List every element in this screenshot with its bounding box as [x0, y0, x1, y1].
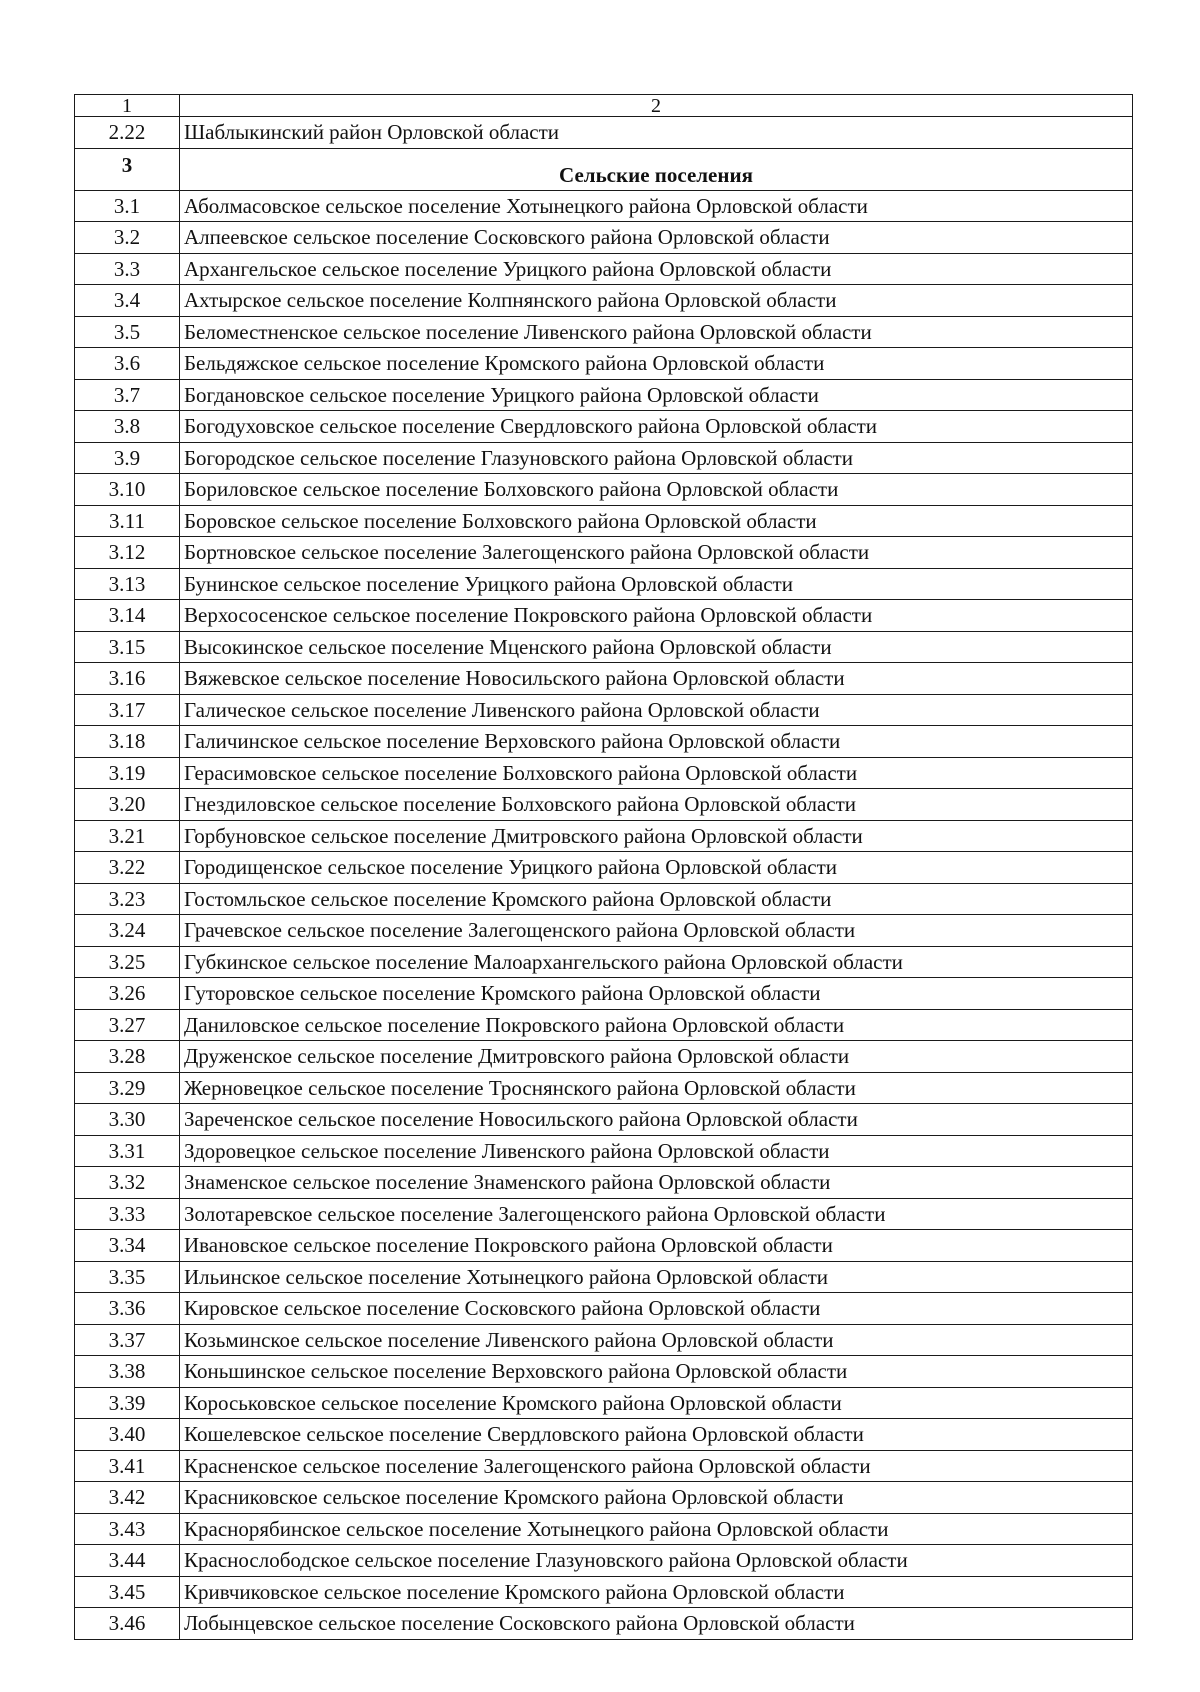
row-name: Бориловское сельское поселение Болховского района Орловской области [180, 474, 1133, 506]
row-number: 3.23 [75, 883, 180, 915]
row-name: Ахтырское сельское поселение Колпнянского района Орловской области [180, 285, 1133, 317]
table-row [75, 442, 1133, 474]
row-number: 2.22 [75, 117, 180, 149]
table-row [75, 1230, 1133, 1262]
table-row [75, 117, 1133, 149]
table-row [75, 663, 1133, 695]
row-name: Здоровецкое сельское поселение Ливенского района Орловской области [180, 1135, 1133, 1167]
row-name: Герасимовское сельское поселение Болховского района Орловской области [180, 757, 1133, 789]
table-row [75, 411, 1133, 443]
row-number: 3.31 [75, 1135, 180, 1167]
row-name: Бортновское сельское поселение Залегощенского района Орловской области [180, 537, 1133, 569]
row-name: Шаблыкинский район Орловской области [180, 117, 1133, 149]
row-number: 3.25 [75, 946, 180, 978]
row-name: Верхососенское сельское поселение Покровского района Орловской области [180, 600, 1133, 632]
row-name: Красниковское сельское поселение Кромского района Орловской области [180, 1482, 1133, 1514]
row-name: Губкинское сельское поселение Малоархангельского района Орловской области [180, 946, 1133, 978]
row-name: Гостомльское сельское поселение Кромского района Орловской области [180, 883, 1133, 915]
row-number: 3.44 [75, 1545, 180, 1577]
row-name: Ивановское сельское поселение Покровского района Орловской области [180, 1230, 1133, 1262]
table-row [75, 1009, 1133, 1041]
row-name: Вяжевское сельское поселение Новосильского района Орловской области [180, 663, 1133, 695]
row-name: Богодуховское сельское поселение Свердловского района Орловской области [180, 411, 1133, 443]
row-number: 3.33 [75, 1198, 180, 1230]
row-name: Высокинское сельское поселение Мценского района Орловской области [180, 631, 1133, 663]
table-row [75, 1482, 1133, 1514]
table-row [75, 1072, 1133, 1104]
row-number: 3.38 [75, 1356, 180, 1388]
table-row [75, 568, 1133, 600]
table-row [75, 820, 1133, 852]
table-row [75, 1387, 1133, 1419]
row-name: Бунинское сельское поселение Урицкого района Орловской области [180, 568, 1133, 600]
table-row [75, 852, 1133, 884]
row-number: 3.42 [75, 1482, 180, 1514]
table-row [75, 1513, 1133, 1545]
table-row [75, 1293, 1133, 1325]
row-name: Аболмасовское сельское поселение Хотынецкого района Орловской области [180, 190, 1133, 222]
row-name: Бельдяжское сельское поселение Кромского района Орловской области [180, 348, 1133, 380]
column-number-row [75, 95, 1133, 117]
row-name: Кировское сельское поселение Сосковского района Орловской области [180, 1293, 1133, 1325]
row-number: 3.16 [75, 663, 180, 695]
row-name: Кривчиковское сельское поселение Кромского района Орловской области [180, 1576, 1133, 1608]
table-row [75, 883, 1133, 915]
table-row [75, 348, 1133, 380]
section-number: 3 [75, 148, 180, 190]
row-number: 3.41 [75, 1450, 180, 1482]
row-name: Беломестненское сельское поселение Ливенского района Орловской области [180, 316, 1133, 348]
table-row [75, 1104, 1133, 1136]
table-row [75, 631, 1133, 663]
column-number-2: 2 [180, 95, 1133, 117]
row-number: 3.1 [75, 190, 180, 222]
row-name: Знаменское сельское поселение Знаменского района Орловской области [180, 1167, 1133, 1199]
row-name: Коньшинское сельское поселение Верховского района Орловской области [180, 1356, 1133, 1388]
row-number: 3.10 [75, 474, 180, 506]
row-name: Зареченское сельское поселение Новосильского района Орловской области [180, 1104, 1133, 1136]
row-number: 3.32 [75, 1167, 180, 1199]
row-name: Галическое сельское поселение Ливенского района Орловской области [180, 694, 1133, 726]
row-number: 3.35 [75, 1261, 180, 1293]
table-row [75, 946, 1133, 978]
row-name: Краснослободское сельское поселение Глазуновского района Орловской области [180, 1545, 1133, 1577]
row-name: Горбуновское сельское поселение Дмитровского района Орловской области [180, 820, 1133, 852]
row-name: Галичинское сельское поселение Верховского района Орловской области [180, 726, 1133, 758]
row-name: Красненское сельское поселение Залегощенского района Орловской области [180, 1450, 1133, 1482]
table-row [75, 694, 1133, 726]
row-number: 3.40 [75, 1419, 180, 1451]
row-name: Козьминское сельское поселение Ливенского района Орловской области [180, 1324, 1133, 1356]
table-row [75, 316, 1133, 348]
table-row [75, 915, 1133, 947]
table-row [75, 1450, 1133, 1482]
row-number: 3.15 [75, 631, 180, 663]
table-row [75, 726, 1133, 758]
row-number: 3.6 [75, 348, 180, 380]
row-number: 3.13 [75, 568, 180, 600]
row-number: 3.19 [75, 757, 180, 789]
row-name: Жерновецкое сельское поселение Троснянского района Орловской области [180, 1072, 1133, 1104]
table-row [75, 1419, 1133, 1451]
table-body [75, 95, 1133, 1640]
table-row [75, 757, 1133, 789]
document-page [74, 94, 1132, 1640]
table-row [75, 1545, 1133, 1577]
row-number: 3.46 [75, 1608, 180, 1640]
table-row [75, 1576, 1133, 1608]
section-title: Сельские поселения [180, 148, 1133, 190]
row-name: Друженское сельское поселение Дмитровского района Орловской области [180, 1041, 1133, 1073]
row-number: 3.24 [75, 915, 180, 947]
row-number: 3.8 [75, 411, 180, 443]
table-row [75, 600, 1133, 632]
table-row [75, 1198, 1133, 1230]
row-number: 3.43 [75, 1513, 180, 1545]
row-number: 3.30 [75, 1104, 180, 1136]
table-row [75, 474, 1133, 506]
row-number: 3.21 [75, 820, 180, 852]
row-number: 3.18 [75, 726, 180, 758]
row-number: 3.20 [75, 789, 180, 821]
row-name: Гнездиловское сельское поселение Болховского района Орловской области [180, 789, 1133, 821]
row-number: 3.22 [75, 852, 180, 884]
row-name: Алпеевское сельское поселение Сосковского района Орловской области [180, 222, 1133, 254]
row-number: 3.26 [75, 978, 180, 1010]
row-number: 3.37 [75, 1324, 180, 1356]
row-name: Богородское сельское поселение Глазуновского района Орловской области [180, 442, 1133, 474]
table-row [75, 190, 1133, 222]
table-row [75, 1608, 1133, 1640]
table-row [75, 1261, 1133, 1293]
row-number: 3.11 [75, 505, 180, 537]
row-number: 3.27 [75, 1009, 180, 1041]
settlements-table [74, 94, 1133, 1640]
table-row [75, 379, 1133, 411]
row-name: Даниловское сельское поселение Покровского района Орловской области [180, 1009, 1133, 1041]
row-name: Архангельское сельское поселение Урицкого района Орловской области [180, 253, 1133, 285]
table-row [75, 253, 1133, 285]
table-row [75, 1356, 1133, 1388]
row-number: 3.2 [75, 222, 180, 254]
column-number-1: 1 [75, 95, 180, 117]
section-header-row [75, 148, 1133, 190]
row-number: 3.28 [75, 1041, 180, 1073]
table-row [75, 537, 1133, 569]
table-row [75, 285, 1133, 317]
table-row [75, 1135, 1133, 1167]
row-number: 3.7 [75, 379, 180, 411]
table-row [75, 789, 1133, 821]
row-name: Короськовское сельское поселение Кромского района Орловской области [180, 1387, 1133, 1419]
row-number: 3.45 [75, 1576, 180, 1608]
table-row [75, 978, 1133, 1010]
row-number: 3.3 [75, 253, 180, 285]
row-number: 3.12 [75, 537, 180, 569]
table-row [75, 1167, 1133, 1199]
row-number: 3.17 [75, 694, 180, 726]
row-name: Грачевское сельское поселение Залегощенского района Орловской области [180, 915, 1133, 947]
row-name: Богдановское сельское поселение Урицкого района Орловской области [180, 379, 1133, 411]
row-number: 3.5 [75, 316, 180, 348]
row-number: 3.4 [75, 285, 180, 317]
row-number: 3.36 [75, 1293, 180, 1325]
row-name: Гуторовское сельское поселение Кромского района Орловской области [180, 978, 1133, 1010]
row-number: 3.34 [75, 1230, 180, 1262]
row-name: Золотаревское сельское поселение Залегощенского района Орловской области [180, 1198, 1133, 1230]
table-row [75, 1041, 1133, 1073]
row-name: Краснорябинское сельское поселение Хотынецкого района Орловской области [180, 1513, 1133, 1545]
table-row [75, 505, 1133, 537]
row-number: 3.9 [75, 442, 180, 474]
row-number: 3.14 [75, 600, 180, 632]
row-number: 3.29 [75, 1072, 180, 1104]
row-name: Боровское сельское поселение Болховского района Орловской области [180, 505, 1133, 537]
table-row [75, 1324, 1133, 1356]
row-name: Городищенское сельское поселение Урицкого района Орловской области [180, 852, 1133, 884]
row-number: 3.39 [75, 1387, 180, 1419]
row-name: Лобынцевское сельское поселение Сосковского района Орловской области [180, 1608, 1133, 1640]
row-name: Ильинское сельское поселение Хотынецкого района Орловской области [180, 1261, 1133, 1293]
table-row [75, 222, 1133, 254]
row-name: Кошелевское сельское поселение Свердловского района Орловской области [180, 1419, 1133, 1451]
